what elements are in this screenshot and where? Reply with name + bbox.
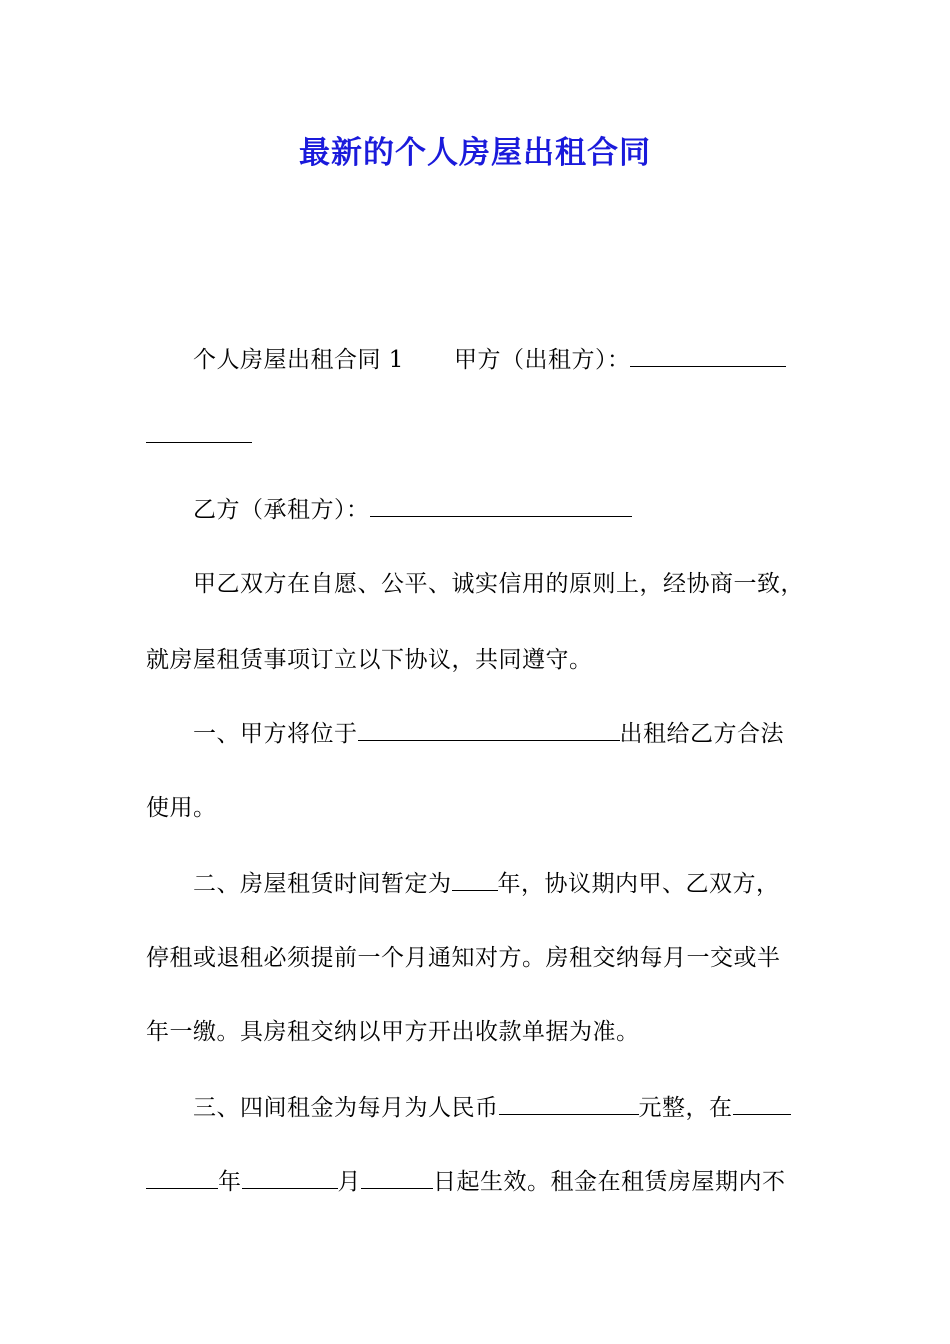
start-year-blank-continued [146,1166,218,1189]
property-address-blank [358,718,620,741]
party-b-blank [370,494,632,517]
clause-2-text-final: 年一缴。具房租交纳以甲方开出收款单据为准。 [146,1019,640,1045]
month-label: 月 [337,1169,361,1195]
clause-1-text: 一、甲方将位于 [193,721,358,747]
clause-1-text-continued: 使用。 [146,795,217,821]
clause-1-text-end: 出租给乙方合法 [619,721,784,747]
document-title: 最新的个人房屋出租合同 [299,135,651,171]
contract-line-9 [146,942,781,974]
party-b-label: 乙方（承租方）： [193,497,370,523]
party-a-label: 甲方（出租方）： [453,347,631,373]
clause-3-text: 三、四间租金为每月为人民币 [193,1095,499,1121]
clause-2-text-continued: 停租或退租必须提前一个月通知对方。房租交纳每月一交或半 [146,945,781,971]
preamble-text: 甲乙双方在自愿、公平、诚实信用的原则上，经协商一致， [193,571,804,597]
contract-line-10 [146,1016,640,1048]
clause-3-text-end: 日起生效。租金在租赁房屋期内不 [433,1169,786,1195]
contract-line-8 [193,868,780,900]
rent-amount-blank [499,1092,639,1115]
start-month-blank [242,1166,338,1189]
contract-line-6 [193,718,784,750]
lease-years-blank [452,868,498,891]
contract-line-5 [146,644,593,676]
clause-3-text-mid: 元整，在 [638,1095,733,1121]
clause-2-text: 二、房屋租赁时间暂定为 [193,871,452,897]
contract-number-label: 个人房屋出租合同 1 [193,347,404,373]
party-a-blank [630,344,786,367]
contract-line-12 [146,1166,786,1198]
contract-line-2 [146,420,252,452]
preamble-text-continued: 就房屋租赁事项订立以下协议，共同遵守。 [146,647,593,673]
year-label: 年 [218,1169,242,1195]
party-a-blank-continued [146,420,252,443]
start-year-blank [733,1092,791,1115]
clause-2-text-end: 年，协议期内甲、乙双方， [497,871,780,897]
contract-line-11 [193,1092,791,1124]
start-day-blank [361,1166,433,1189]
contract-line-1 [193,344,786,376]
contract-line-3 [193,494,632,526]
contract-line-7 [146,792,217,824]
contract-line-4 [193,568,804,600]
